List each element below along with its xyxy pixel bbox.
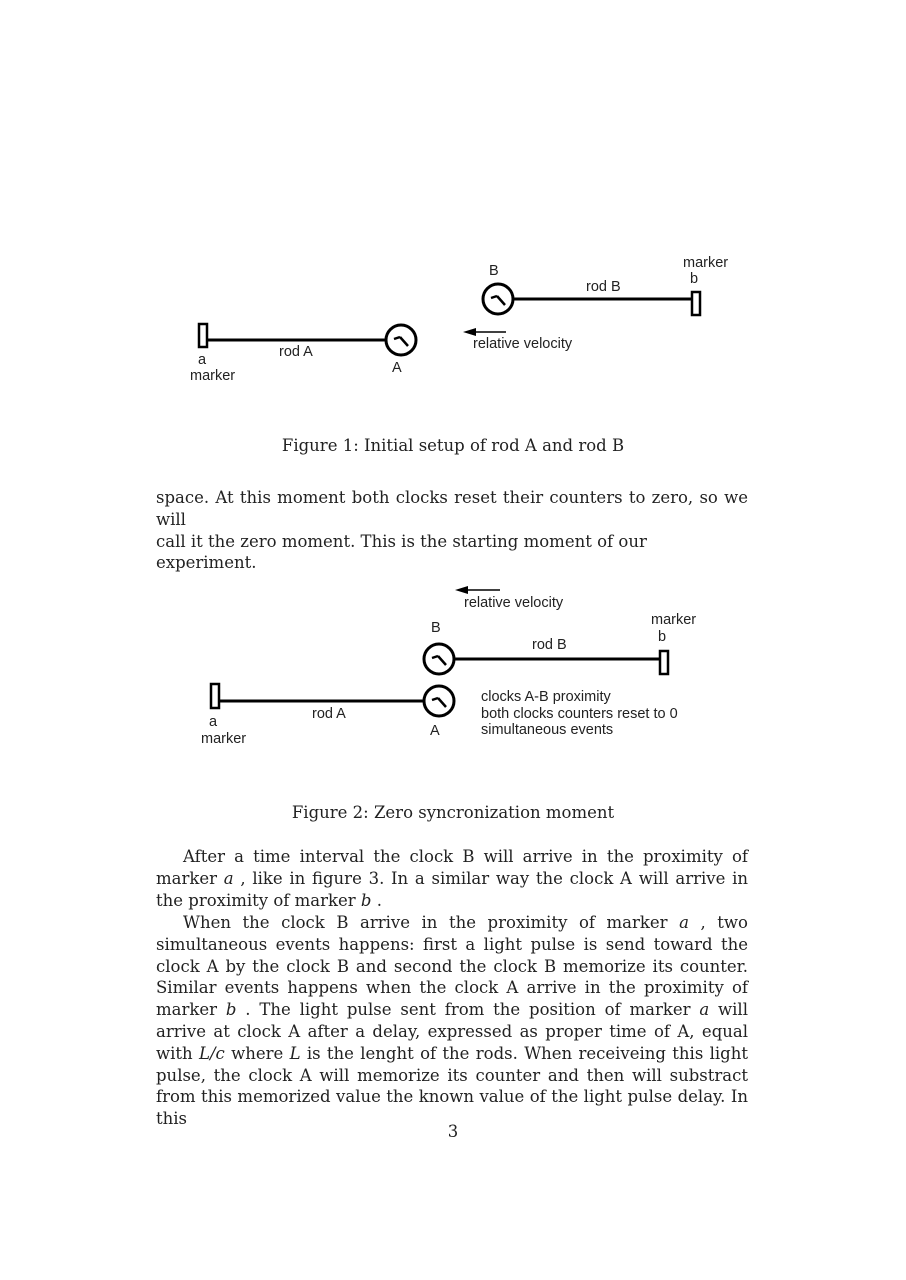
fig2-marker-b-block xyxy=(660,651,668,674)
fig2-note-3: simultaneous events xyxy=(481,722,614,738)
fig2-label-marker-b: marker xyxy=(651,612,697,628)
paragraph-3-text-2: , two simultaneous events happens: first a light pulse is send toward the clock A by the clock B and second the clock B memorize its counter. Similar events happens when the clock A arrive in the proximity of marker xyxy=(156,913,748,1020)
fig1-velocity-arrowhead xyxy=(463,328,476,336)
fig1-label-a-clock: A xyxy=(392,360,402,376)
page-number: 3 xyxy=(447,1122,459,1141)
paragraph-3-text-1: When the clock B arrive in the proximity of marker xyxy=(183,913,680,932)
paragraph-2 xyxy=(156,846,748,911)
paragraph-2-text-2: , like in figure 3. In a similar way the clock A will arrive in the proximity of marker xyxy=(156,868,748,910)
fig2-note-2: both clocks counters reset to 0 xyxy=(481,706,678,722)
paragraph-2-text-1: After a time interval the clock B will arrive in the proximity of marker xyxy=(156,847,748,888)
paragraph-3-math-a2: a xyxy=(699,1000,710,1020)
figure-2 xyxy=(0,580,906,755)
paragraph-1 xyxy=(156,487,748,574)
fig2-label-a-clock: A xyxy=(430,723,440,739)
paragraph-2-math-b: b xyxy=(360,890,372,910)
fig2-marker-a-block xyxy=(211,684,219,708)
figure-1-caption: Figure 1: Initial setup of rod A and rod B xyxy=(281,436,625,455)
paragraph-3-math-l: L xyxy=(289,1043,301,1063)
paragraph-3-text-3: . The light pulse sent from the position of marker xyxy=(236,1000,700,1020)
fig2-label-b-clock: B xyxy=(431,620,441,636)
fig1-label-relative-velocity: relative velocity xyxy=(473,336,573,352)
paragraph-3 xyxy=(156,912,748,1130)
paragraph-2-text-3: . xyxy=(371,890,382,910)
paragraph-3-math-lc: L/c xyxy=(198,1043,225,1063)
paragraph-3-text-5: where xyxy=(224,1043,290,1063)
paragraph-3-text-4: will arrive at clock A after a delay, expressed as proper time of A, equal with xyxy=(156,1000,748,1063)
paragraph-3-math-a: a xyxy=(679,913,689,932)
fig1-label-marker-b: marker xyxy=(683,255,729,271)
figure-1 xyxy=(0,240,906,400)
paragraph-1-line-2: call it the zero moment. This is the starting moment of our experiment. xyxy=(156,531,647,573)
figure-2-caption: Figure 2: Zero syncronization moment xyxy=(291,803,615,822)
fig1-label-rod-a: rod A xyxy=(279,344,313,360)
fig2-label-relative-velocity: relative velocity xyxy=(464,595,564,611)
fig2-note-1: clocks A-B proximity xyxy=(481,689,611,705)
fig2-label-marker-a: marker xyxy=(201,731,247,747)
fig1-label-b-clock: B xyxy=(489,263,499,279)
marker-a-block xyxy=(199,324,207,347)
marker-b-block xyxy=(692,292,700,315)
fig2-label-a: a xyxy=(209,714,218,730)
fig2-label-b: b xyxy=(658,629,667,645)
paragraph-2-math-a: a xyxy=(223,868,234,888)
fig1-label-marker-a: marker xyxy=(190,368,236,384)
fig1-label-rod-b: rod B xyxy=(586,279,621,295)
paragraph-3-text-6: is the lenght of the rods. When receiveing this light pulse, the clock A will memorize its counter and then will substract from this memorized value the known value of the light pulse delay. In this xyxy=(156,1043,748,1129)
fig2-label-rod-a: rod A xyxy=(312,706,346,722)
fig1-label-b: b xyxy=(690,271,699,287)
paragraph-1-line-1: space. At this moment both clocks reset their counters to zero, so we will xyxy=(156,488,748,529)
fig2-velocity-arrowhead xyxy=(455,586,468,594)
fig1-label-a: a xyxy=(198,352,207,368)
paragraph-3-math-b: b xyxy=(225,1000,237,1020)
fig2-label-rod-b: rod B xyxy=(532,637,567,653)
